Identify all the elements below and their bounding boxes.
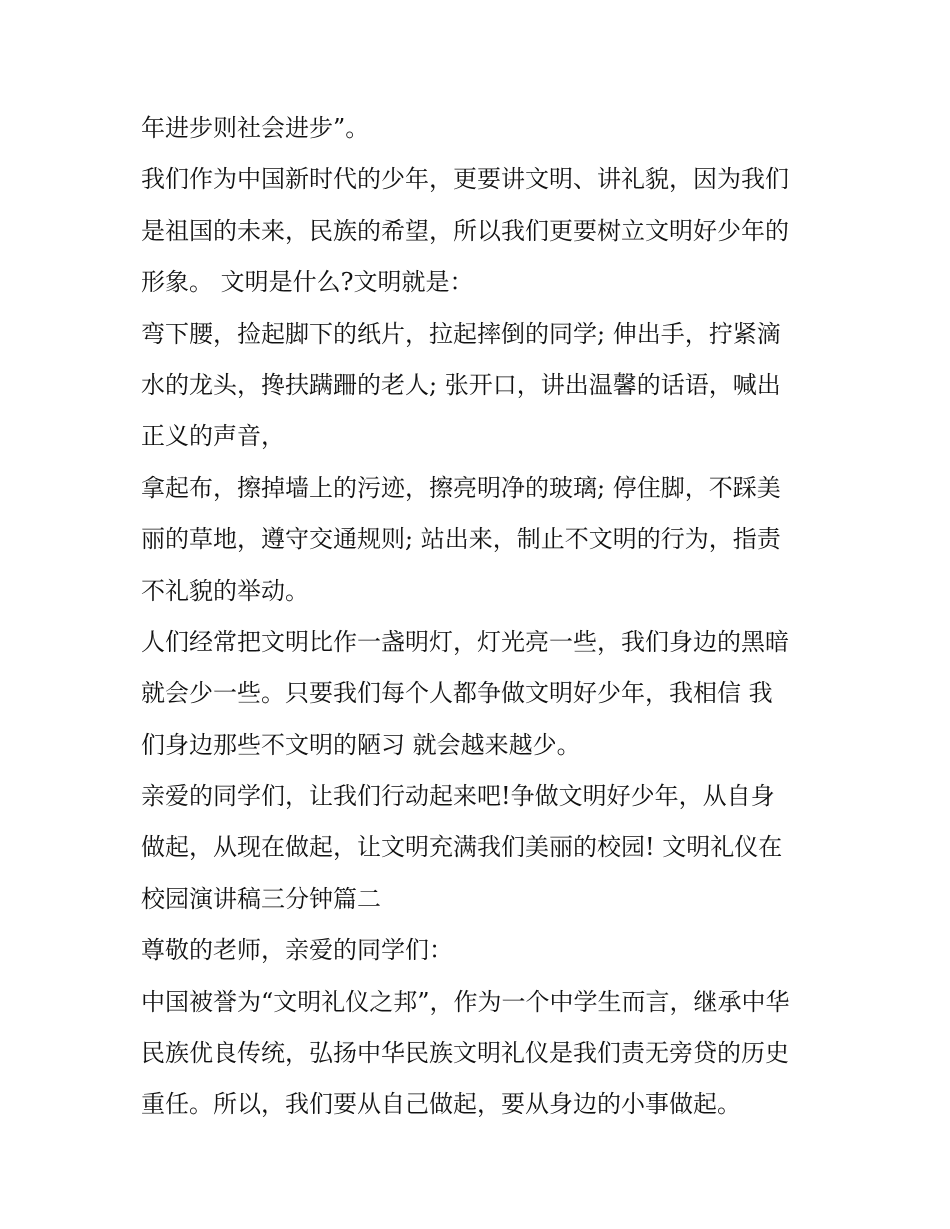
text-line: 人们经常把文明比作一盏明灯，灯光亮一些，我们身边的黑暗 (141, 627, 789, 656)
text-line: 不礼貌的举动。 (141, 576, 309, 605)
text-line: 做起，从现在做起，让文明充满我们美丽的校园! 文明礼仪在 (141, 833, 783, 862)
text-line: 就会少一些。只要我们每个人都争做文明好少年，我相信 我 (141, 679, 773, 708)
text-line: 水的龙头，搀扶蹒跚的老人; 张开口，讲出温馨的话语，喊出 (141, 370, 781, 399)
text-line: 弯下腰，捡起脚下的纸片，拉起摔倒的同学; 伸出手，拧紧滴 (141, 319, 781, 348)
body-text (141, 103, 831, 1131)
text-line: 亲爱的同学们，让我们行动起来吧!争做文明好少年，从自身 (141, 782, 775, 811)
text-line: 年进步则社会进步”。 (141, 114, 370, 142)
text-line: 形象。 文明是什么?文明就是： (141, 268, 474, 297)
text-line: 是祖国的未来，民族的希望，所以我们更要树立文明好少年的 (141, 216, 789, 245)
text-line: 拿起布，擦掉墙上的污迹，擦亮明净的玻璃; 停住脚，不踩美 (141, 473, 781, 502)
text-line: 丽的草地，遵守交通规则; 站出来，制止不文明的行为，指责 (141, 525, 781, 554)
text-line: 们身边那些不文明的陋习 就会越来越少。 (141, 730, 581, 759)
salutation: 尊敬的老师，亲爱的同学们： (141, 936, 453, 965)
text-line: 正义的声音， (141, 422, 285, 451)
text-line: 中国被誉为“文明礼仪之邦”，作为一个中学生而言，继承中华 (141, 987, 790, 1016)
section-title: 校园演讲稿三分钟篇二 (141, 884, 381, 913)
text-line: 我们作为中国新时代的少年，更要讲文明、讲礼貌，因为我们 (141, 165, 789, 194)
text-line: 民族优良传统，弘扬中华民族文明礼仪是我们责无旁贷的历史 (141, 1039, 789, 1068)
text-line: 重任。所以，我们要从自己做起，要从身边的小事做起。 (141, 1090, 741, 1119)
